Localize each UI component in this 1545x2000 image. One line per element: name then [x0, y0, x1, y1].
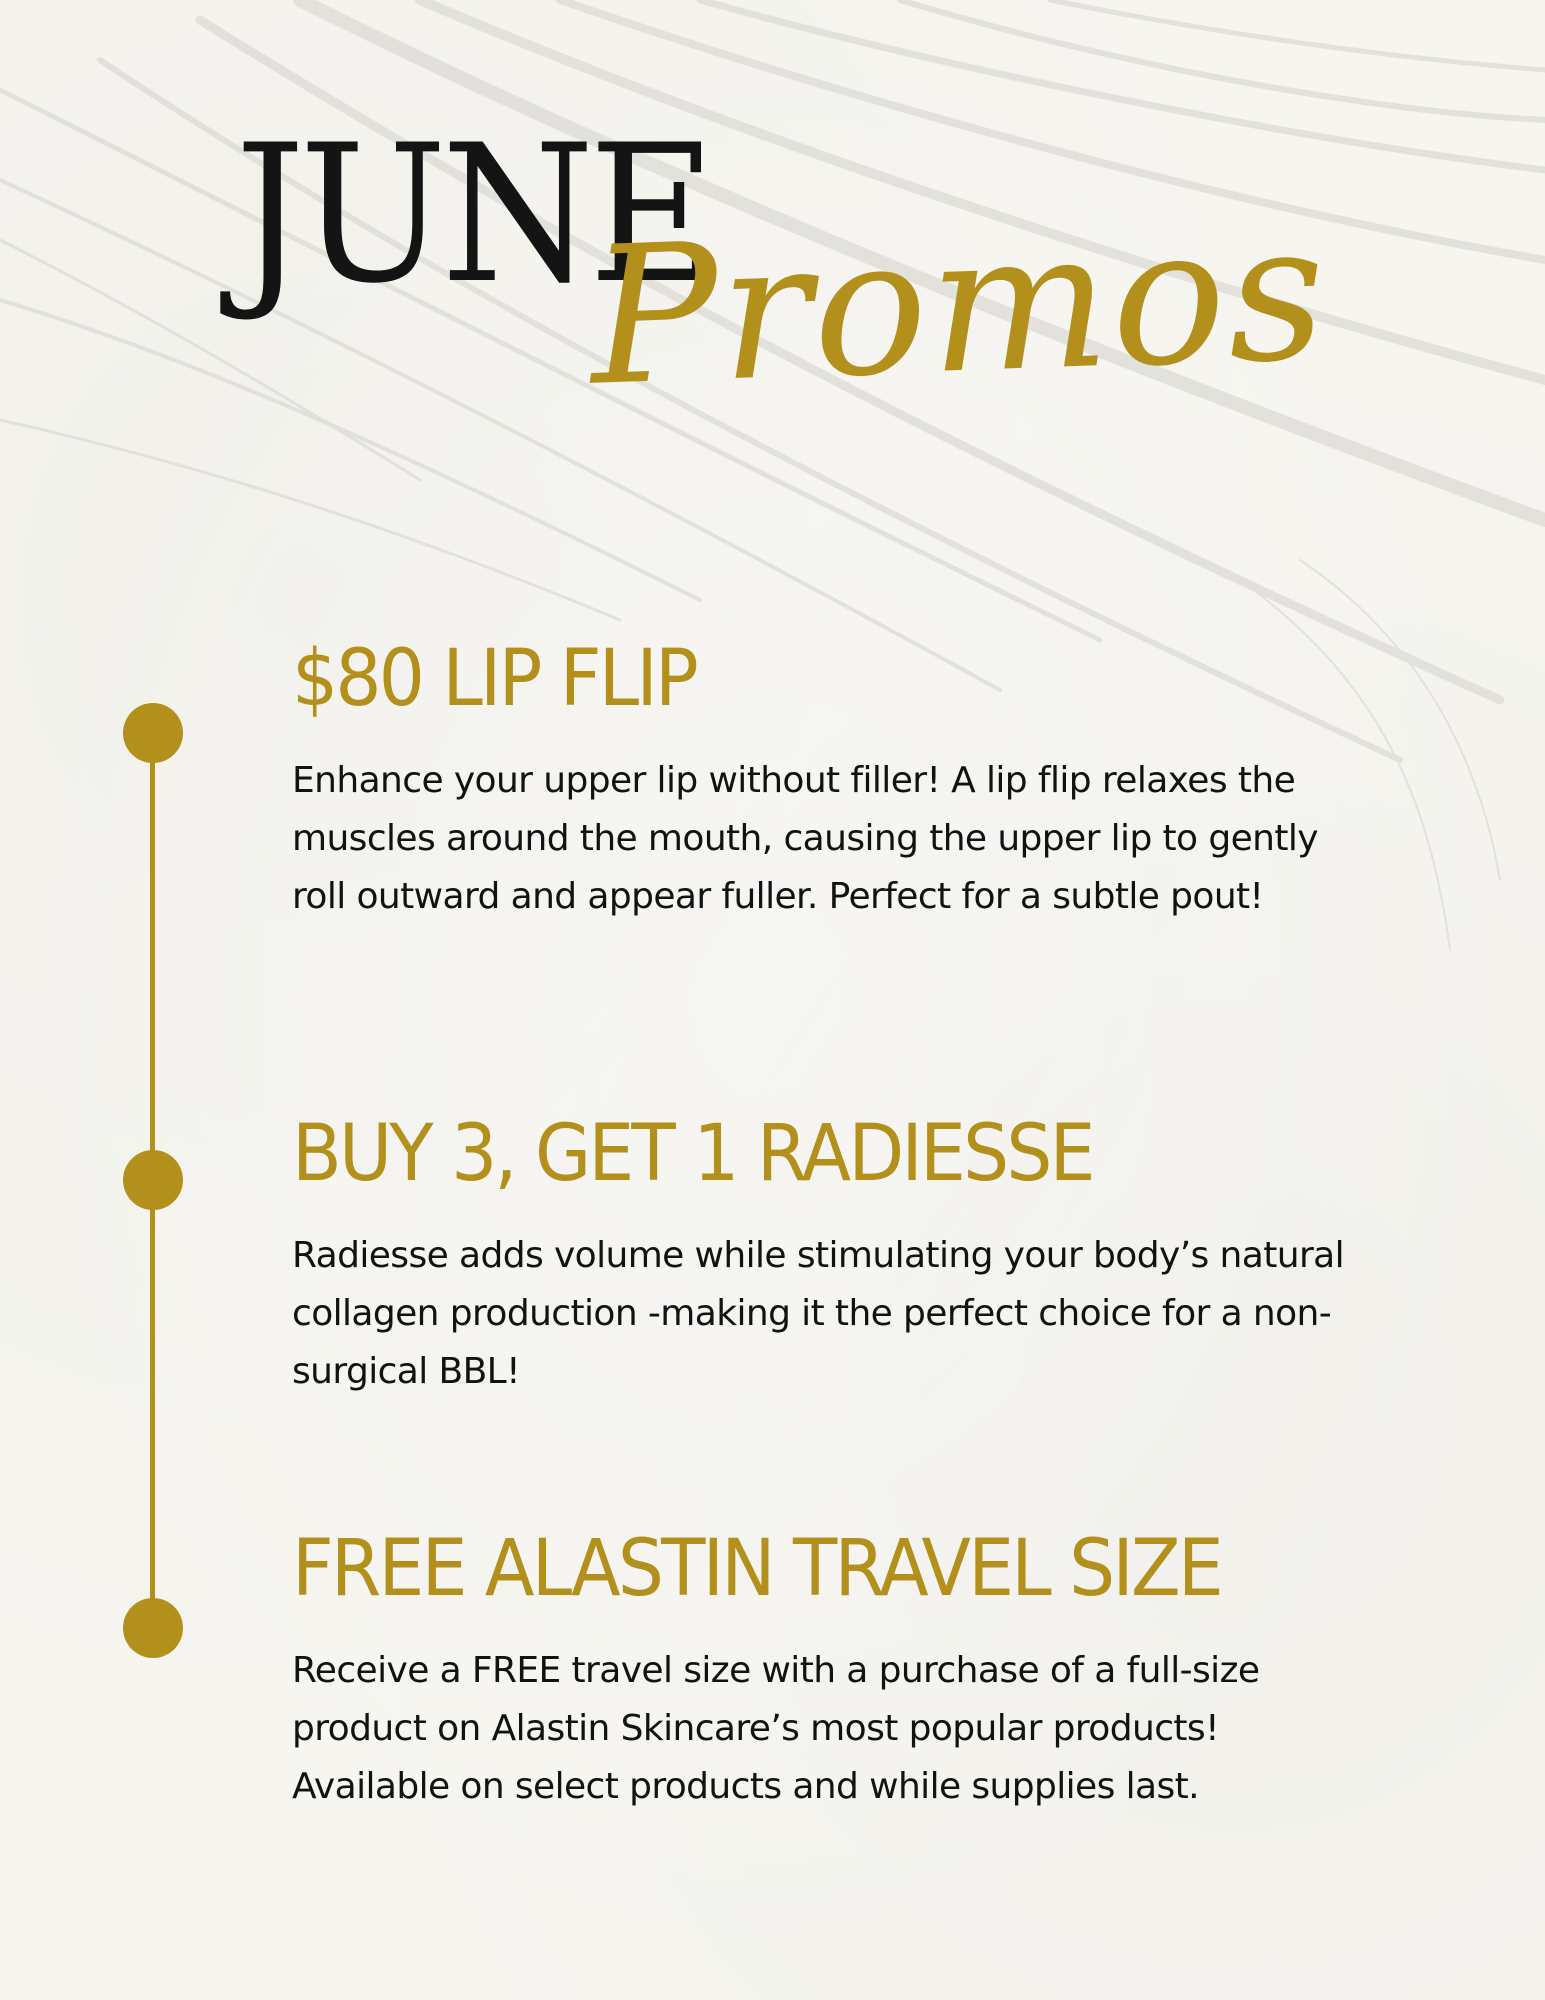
- promo-item-lip-flip: [292, 634, 1432, 926]
- promo-description: Receive a FREE travel size with a purchase of a full-size product on Alastin Skincare’s most popular products! Available on select products and while supplies last.: [292, 1650, 1260, 1807]
- promo-description: Enhance your upper lip without filler! A lip flip relaxes the muscles around the mouth, causing the upper lip to gently roll outward and appear fuller. Perfect for a subtle pout!: [292, 760, 1318, 917]
- promo-item-radiesse: [292, 1109, 1432, 1401]
- title-promos: Promos: [586, 181, 1331, 428]
- promo-description: Radiesse adds volume while stimulating your body’s natural collagen production -making it the perfect choice for a non-surgical BBL!: [292, 1235, 1345, 1392]
- promo-title: BUY 3, GET 1 RADIESSE: [292, 1109, 1093, 1199]
- promo-title: $80 LIP FLIP: [292, 634, 696, 724]
- promo-title: FREE ALASTIN TRAVEL SIZE: [292, 1524, 1221, 1614]
- timeline-dot-2: [123, 1150, 183, 1210]
- timeline-dot-3: [123, 1598, 183, 1658]
- promo-item-alastin: [292, 1524, 1432, 1816]
- title-june: JUNE: [235, 104, 711, 325]
- timeline-dot-1: [123, 703, 183, 763]
